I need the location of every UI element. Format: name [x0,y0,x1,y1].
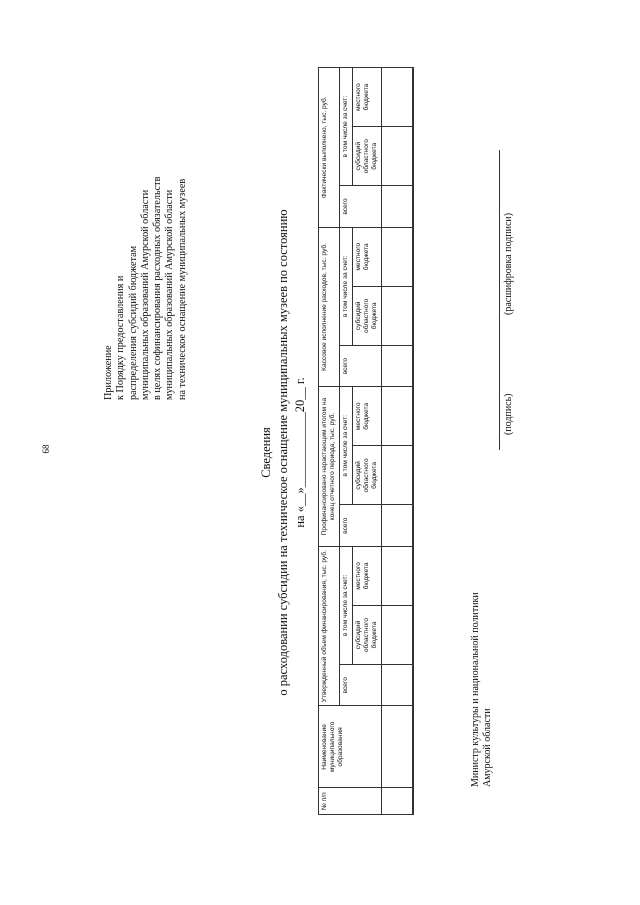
table-cell [382,127,414,186]
header-cash: Кассовое исполнение расходов, тыс. руб. [319,227,340,387]
date-line: на «__»____________20__ г. [293,377,307,528]
header-local: местного бюджета [353,387,382,446]
header-total: всего [340,505,382,546]
header-total: всего [340,186,382,227]
table-cell [382,68,414,127]
header-num: № п/п [319,788,382,815]
header-including: в том числе за счет: [340,68,353,186]
table-cell [382,706,414,788]
appendix-line: на техническое оснащение муниципальных музеев [176,178,188,400]
appendix-line: распределения субсидий бюджетам [127,245,139,400]
table-cell [382,546,414,605]
header-including: в том числе за счет: [340,227,353,345]
header-row-totals [340,68,353,815]
table-cell [382,788,414,815]
header-row-groups [319,68,340,815]
header-including: в том числе за счет: [340,546,353,664]
signature-caption: (подпись) [503,393,514,435]
table-cell [382,227,414,286]
signature-line [499,150,500,450]
minister-block [470,592,494,787]
table-row [382,68,414,815]
page-number: 68 [41,444,51,454]
table-cell [382,345,414,386]
header-local: местного бюджета [353,227,382,286]
minister-region: Амурской области [482,708,493,787]
minister-title: Министр культуры и национальной политики [470,592,481,787]
header-actual: Фактически выполнено, тыс. руб. [319,68,340,228]
table-cell [382,186,414,227]
header-regional: субсидий областного бюджета [353,127,382,186]
header-regional: субсидий областного бюджета [353,286,382,345]
table-cell [382,605,414,664]
table-cell [382,665,414,706]
appendix-line: в целях софинансирования расходных обязательств [152,176,164,400]
header-regional: субсидий областного бюджета [353,605,382,664]
appendix-block [103,177,189,400]
table-cell [382,286,414,345]
header-financed: Профинансировано нарастающим итогом на конец отчетного периода, тыс. руб. [319,387,340,547]
header-municipality: Наименование муниципального образования [319,706,382,788]
decoding-caption: (расшифровка подписи) [503,212,514,315]
header-total: всего [340,345,382,386]
header-regional: субсидий областного бюджета [353,446,382,505]
header-local: местного бюджета [353,546,382,605]
header-including: в том числе за счет: [340,387,353,505]
document-subtitle: о расходовании субсидии на техническое оснащение муниципальных музеев по состоянию [276,209,290,696]
document-heading: Сведения [259,427,273,478]
table-cell [382,446,414,505]
appendix-line: к Порядку предоставления и [115,275,127,400]
table-cell [382,387,414,446]
header-approved: Утвержденный объем финансирования, тыс. руб. [319,546,340,706]
report-table [318,67,414,815]
appendix-line: Приложение [103,345,114,400]
header-total: всего [340,665,382,706]
header-local: местного бюджета [353,68,382,127]
appendix-line: муниципальных образований Амурской области [164,189,176,400]
appendix-line: муниципальных образований Амурской области [139,189,151,400]
table-cell [382,505,414,546]
